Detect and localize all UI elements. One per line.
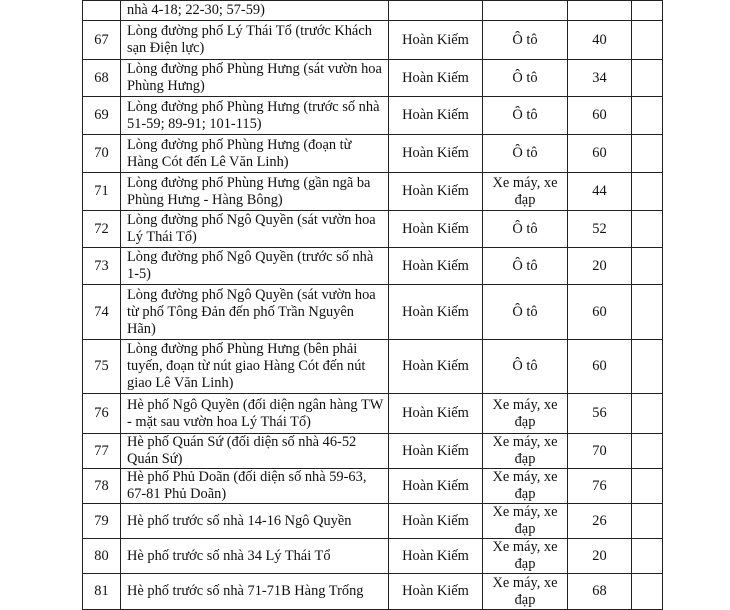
location-cell: Hè phố trước số nhà 14-16 Ngô Quyền — [121, 504, 389, 539]
district-cell: Hoàn Kiếm — [389, 340, 483, 394]
note-cell — [632, 340, 663, 394]
capacity-cell: 20 — [568, 248, 632, 285]
row-number: 79 — [83, 504, 121, 539]
row-number: 76 — [83, 394, 121, 434]
location-cell: Hè phố Phủ Doãn (đối diện số nhà 59-63, 67-81 Phủ Doãn) — [121, 469, 389, 504]
vehicle-type-cell — [483, 1, 568, 21]
capacity-cell: 20 — [568, 539, 632, 574]
row-number — [83, 1, 121, 21]
location-cell: Hè phố Quán Sứ (đối diện số nhà 46-52 Quán Sứ) — [121, 434, 389, 469]
note-cell — [632, 394, 663, 434]
row-number: 72 — [83, 211, 121, 248]
table-row — [83, 97, 663, 135]
location-cell: Hè phố trước số nhà 34 Lý Thái Tổ — [121, 539, 389, 574]
document-page — [82, 0, 662, 608]
row-number: 74 — [83, 285, 121, 340]
district-cell: Hoàn Kiếm — [389, 574, 483, 610]
capacity-cell: 44 — [568, 173, 632, 211]
table-row — [83, 135, 663, 173]
table-row — [83, 434, 663, 469]
row-number: 80 — [83, 539, 121, 574]
table-row — [83, 21, 663, 60]
district-cell: Hoàn Kiếm — [389, 97, 483, 135]
district-cell: Hoàn Kiếm — [389, 504, 483, 539]
table-row — [83, 173, 663, 211]
location-cell: Hè phố Ngô Quyền (đối diện ngân hàng TW - mặt sau vườn hoa Lý Thái Tổ) — [121, 394, 389, 434]
note-cell — [632, 1, 663, 21]
table-row — [83, 285, 663, 340]
vehicle-type-cell: Xe máy, xe đạp — [483, 574, 568, 610]
district-cell: Hoàn Kiếm — [389, 539, 483, 574]
vehicle-type-cell: Xe máy, xe đạp — [483, 469, 568, 504]
row-number: 69 — [83, 97, 121, 135]
vehicle-type-cell: Xe máy, xe đạp — [483, 504, 568, 539]
note-cell — [632, 504, 663, 539]
parking-locations-table — [82, 0, 663, 610]
row-number: 81 — [83, 574, 121, 610]
location-cell: Lòng đường phố Phùng Hưng (đoạn từ Hàng Cót đến Lê Văn Linh) — [121, 135, 389, 173]
table-row — [83, 469, 663, 504]
table-row — [83, 211, 663, 248]
vehicle-type-cell: Xe máy, xe đạp — [483, 173, 568, 211]
capacity-cell: 60 — [568, 135, 632, 173]
note-cell — [632, 173, 663, 211]
note-cell — [632, 248, 663, 285]
district-cell: Hoàn Kiếm — [389, 469, 483, 504]
table-row — [83, 394, 663, 434]
location-cell: nhà 4-18; 22-30; 57-59) — [121, 1, 389, 21]
note-cell — [632, 434, 663, 469]
note-cell — [632, 60, 663, 97]
table-row — [83, 60, 663, 97]
location-cell: Lòng đường phố Phùng Hưng (gần ngã ba Phùng Hưng - Hàng Bông) — [121, 173, 389, 211]
note-cell — [632, 97, 663, 135]
row-number: 71 — [83, 173, 121, 211]
district-cell: Hoàn Kiếm — [389, 285, 483, 340]
location-cell: Lòng đường phố Ngô Quyền (sát vườn hoa Lý Thái Tổ) — [121, 211, 389, 248]
district-cell — [389, 1, 483, 21]
vehicle-type-cell: Ô tô — [483, 97, 568, 135]
note-cell — [632, 135, 663, 173]
district-cell: Hoàn Kiếm — [389, 211, 483, 248]
vehicle-type-cell: Ô tô — [483, 21, 568, 60]
location-cell: Hè phố trước số nhà 71-71B Hàng Trống — [121, 574, 389, 610]
row-number: 70 — [83, 135, 121, 173]
vehicle-type-cell: Ô tô — [483, 60, 568, 97]
note-cell — [632, 574, 663, 610]
note-cell — [632, 285, 663, 340]
capacity-cell: 34 — [568, 60, 632, 97]
vehicle-type-cell: Ô tô — [483, 135, 568, 173]
table-row — [83, 539, 663, 574]
table-row — [83, 1, 663, 21]
capacity-cell: 70 — [568, 434, 632, 469]
note-cell — [632, 211, 663, 248]
vehicle-type-cell: Ô tô — [483, 211, 568, 248]
table-row — [83, 504, 663, 539]
row-number: 73 — [83, 248, 121, 285]
vehicle-type-cell: Xe máy, xe đạp — [483, 434, 568, 469]
capacity-cell — [568, 1, 632, 21]
vehicle-type-cell: Ô tô — [483, 285, 568, 340]
district-cell: Hoàn Kiếm — [389, 173, 483, 211]
note-cell — [632, 539, 663, 574]
capacity-cell: 40 — [568, 21, 632, 60]
district-cell: Hoàn Kiếm — [389, 434, 483, 469]
district-cell: Hoàn Kiếm — [389, 394, 483, 434]
capacity-cell: 60 — [568, 97, 632, 135]
table-row — [83, 574, 663, 610]
capacity-cell: 52 — [568, 211, 632, 248]
row-number: 78 — [83, 469, 121, 504]
capacity-cell: 26 — [568, 504, 632, 539]
table-row — [83, 248, 663, 285]
note-cell — [632, 21, 663, 60]
location-cell: Lòng đường phố Lý Thái Tổ (trước Khách sạn Điện lực) — [121, 21, 389, 60]
location-cell: Lòng đường phố Ngô Quyền (sát vườn hoa từ phố Tông Đản đến phố Trần Nguyên Hãn) — [121, 285, 389, 340]
capacity-cell: 76 — [568, 469, 632, 504]
district-cell: Hoàn Kiếm — [389, 60, 483, 97]
district-cell: Hoàn Kiếm — [389, 248, 483, 285]
location-cell: Lòng đường phố Phùng Hưng (bên phải tuyến, đoạn từ nút giao Hàng Cót đến nút giao Lê Văn Linh) — [121, 340, 389, 394]
location-cell: Lòng đường phố Phùng Hưng (trước số nhà 51-59; 89-91; 101-115) — [121, 97, 389, 135]
vehicle-type-cell: Xe máy, xe đạp — [483, 539, 568, 574]
capacity-cell: 68 — [568, 574, 632, 610]
vehicle-type-cell: Xe máy, xe đạp — [483, 394, 568, 434]
row-number: 67 — [83, 21, 121, 60]
row-number: 68 — [83, 60, 121, 97]
capacity-cell: 60 — [568, 340, 632, 394]
location-cell: Lòng đường phố Ngô Quyền (trước số nhà 1-5) — [121, 248, 389, 285]
capacity-cell: 56 — [568, 394, 632, 434]
table-row — [83, 340, 663, 394]
capacity-cell: 60 — [568, 285, 632, 340]
vehicle-type-cell: Ô tô — [483, 248, 568, 285]
location-cell: Lòng đường phố Phùng Hưng (sát vườn hoa Phùng Hưng) — [121, 60, 389, 97]
vehicle-type-cell: Ô tô — [483, 340, 568, 394]
row-number: 75 — [83, 340, 121, 394]
district-cell: Hoàn Kiếm — [389, 135, 483, 173]
row-number: 77 — [83, 434, 121, 469]
note-cell — [632, 469, 663, 504]
district-cell: Hoàn Kiếm — [389, 21, 483, 60]
